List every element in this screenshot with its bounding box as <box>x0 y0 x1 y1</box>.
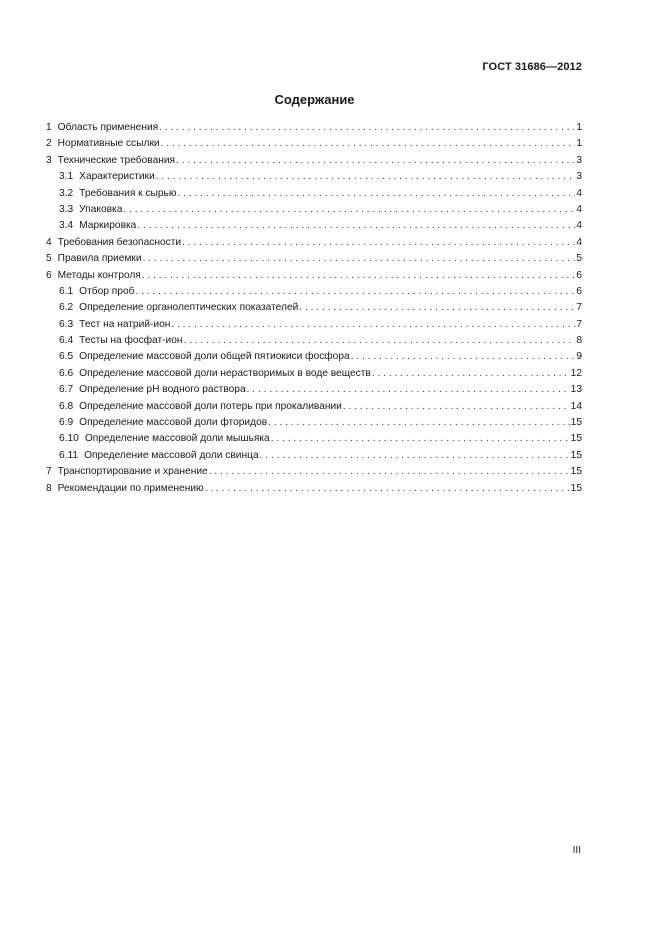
toc-leader-dots <box>178 186 576 202</box>
toc-leader-dots <box>143 251 576 267</box>
toc-entry-page: 4 <box>576 203 582 215</box>
toc-entry[interactable] <box>46 153 582 169</box>
toc-entry-page: 5 <box>576 253 582 265</box>
toc-entry-title: Характеристики <box>79 171 155 183</box>
toc-entry-page: 15 <box>570 482 582 494</box>
toc-leader-dots <box>209 464 570 480</box>
toc-entry-number: 6.3 <box>59 318 74 330</box>
toc-leader-dots <box>161 136 576 152</box>
toc-leader-dots <box>159 120 575 136</box>
toc-entry-title: Область применения <box>57 122 159 133</box>
toc-entry-number: 6.10 <box>59 433 79 445</box>
toc-entry-page: 9 <box>576 351 582 363</box>
toc-entry-number: 5 <box>46 253 52 265</box>
toc-entry[interactable] <box>46 382 582 398</box>
toc-entry-page: 1 <box>576 138 582 150</box>
toc-entry-page: 3 <box>576 171 582 183</box>
toc-leader-dots <box>271 431 570 447</box>
toc-entry-title: Тесты на фосфат-ион <box>79 335 183 347</box>
toc-leader-dots <box>137 218 575 234</box>
toc-entry-page: 7 <box>576 318 582 330</box>
toc-entry[interactable] <box>46 448 582 464</box>
toc-entry[interactable] <box>46 300 582 316</box>
toc-entry[interactable] <box>46 235 582 251</box>
toc-entry[interactable] <box>46 399 582 415</box>
toc-leader-dots <box>123 202 575 218</box>
toc-entry-page: 3 <box>576 154 582 166</box>
toc-leader-dots <box>182 235 575 251</box>
toc-entry[interactable] <box>46 415 582 431</box>
toc-leader-dots <box>260 448 570 464</box>
toc-entry-page: 4 <box>576 236 582 248</box>
toc-entry-number: 1 <box>46 122 52 133</box>
standard-code: ГОСТ 31686—2012 <box>482 61 582 73</box>
toc-entry-number: 3.3 <box>59 203 74 215</box>
toc-leader-dots <box>372 366 570 382</box>
toc-entry[interactable] <box>46 333 582 349</box>
toc-entry-page: 15 <box>570 449 582 461</box>
toc-entry-number: 6.6 <box>59 367 74 379</box>
toc-entry[interactable] <box>46 268 582 284</box>
toc-entry[interactable] <box>46 120 582 136</box>
toc-entry-number: 3 <box>46 154 52 166</box>
toc-entry-number: 6.7 <box>59 384 74 396</box>
toc-leader-dots <box>343 399 570 415</box>
toc-entry-title: Тест на натрий-ион <box>79 318 171 330</box>
toc-entry-number: 6.8 <box>59 400 74 412</box>
toc-entry-number: 3.1 <box>59 171 74 183</box>
toc-entry-number: 8 <box>46 482 52 494</box>
toc-entry-number: 6.4 <box>59 335 74 347</box>
toc-leader-dots <box>184 333 576 349</box>
toc-entry-page: 12 <box>570 367 582 379</box>
toc-entry[interactable] <box>46 317 582 333</box>
toc-entry-page: 15 <box>570 417 582 429</box>
toc-entry-page: 7 <box>576 302 582 314</box>
toc-leader-dots <box>247 382 570 398</box>
toc-entry-page: 8 <box>576 335 582 347</box>
page-number: III <box>572 845 581 856</box>
toc-entry-title: Определение массовой доли свинца <box>84 449 259 461</box>
toc-leader-dots <box>299 300 575 316</box>
toc-leader-dots <box>268 415 570 431</box>
toc-entry[interactable] <box>46 366 582 382</box>
toc-entry-title: Нормативные ссылки <box>57 138 160 150</box>
toc-entry[interactable] <box>46 284 582 300</box>
toc-entry-title: Определение рН водного раствора <box>79 384 246 396</box>
toc-leader-dots <box>142 268 576 284</box>
toc-entry-title: Правила приемки <box>57 253 142 265</box>
toc-entry-title: Рекомендации по применению <box>57 482 204 494</box>
toc-entry-number: 2 <box>46 138 52 150</box>
toc-entry-page: 6 <box>576 269 582 281</box>
toc-entry-number: 4 <box>46 236 52 248</box>
toc-leader-dots <box>135 284 575 300</box>
toc-leader-dots <box>176 153 575 169</box>
toc-entry-title: Определение массовой доли мышьяка <box>84 433 270 445</box>
toc-entry-title: Упаковка <box>79 203 123 215</box>
toc-entry-title: Определение массовой доли общей пятиокиси фосфора <box>79 351 350 363</box>
toc-leader-dots <box>205 481 570 497</box>
toc-entry-title: Отбор проб <box>79 285 135 297</box>
toc-entry-number: 3.4 <box>59 220 74 232</box>
toc-entry-page: 1 <box>576 122 582 133</box>
toc-entry-number: 6.11 <box>59 449 79 461</box>
toc-entry-number: 3.2 <box>59 187 74 199</box>
toc-entry-page: 4 <box>576 187 582 199</box>
toc-entry-title: Определение органолептических показателей <box>79 302 299 314</box>
toc-entry[interactable] <box>46 464 582 480</box>
toc-leader-dots <box>351 349 576 365</box>
toc-entry-number: 6.5 <box>59 351 74 363</box>
toc-entry-page: 15 <box>570 433 582 445</box>
toc-entry-page: 14 <box>570 400 582 412</box>
toc-entry[interactable] <box>46 431 582 447</box>
toc-title: Содержание <box>274 92 355 107</box>
toc-entry-title: Требования безопасности <box>57 236 182 248</box>
toc-leader-dots <box>156 169 576 185</box>
toc-entry-title: Определение массовой доли фторидов <box>79 417 268 429</box>
toc-entry[interactable] <box>46 202 582 218</box>
toc-entry[interactable] <box>46 481 582 497</box>
toc-entry-title: Требования к сырью <box>79 187 177 199</box>
toc-entry-title: Определение массовой доли нерастворимых в воде веществ <box>79 367 371 379</box>
toc-entry[interactable] <box>46 218 582 234</box>
toc-entry-page: 4 <box>576 220 582 232</box>
toc-entry-title: Транспортирование и хранение <box>57 466 208 478</box>
toc-entry-page: 13 <box>570 384 582 396</box>
toc-entry[interactable] <box>46 136 582 152</box>
toc-entry[interactable] <box>46 349 582 365</box>
toc-entry[interactable] <box>46 186 582 202</box>
toc-entry-number: 6 <box>46 269 52 281</box>
toc-entry-title: Технические требования <box>57 154 176 166</box>
toc-entry-number: 6.1 <box>59 285 74 297</box>
toc-entry-number: 7 <box>46 466 52 478</box>
toc-entry-number: 6.2 <box>59 302 74 314</box>
toc-entry-title: Определение массовой доли потерь при прокаливании <box>79 400 342 412</box>
toc-leader-dots <box>171 317 575 333</box>
toc-entry[interactable] <box>46 169 582 185</box>
toc-entry-number: 6.9 <box>59 417 74 429</box>
toc-entry-title: Методы контроля <box>57 269 141 281</box>
table-of-contents <box>46 120 582 497</box>
toc-entry-title: Маркировка <box>79 220 137 232</box>
toc-entry-page: 6 <box>576 285 582 297</box>
toc-entry[interactable] <box>46 251 582 267</box>
toc-entry-page: 15 <box>570 466 582 478</box>
